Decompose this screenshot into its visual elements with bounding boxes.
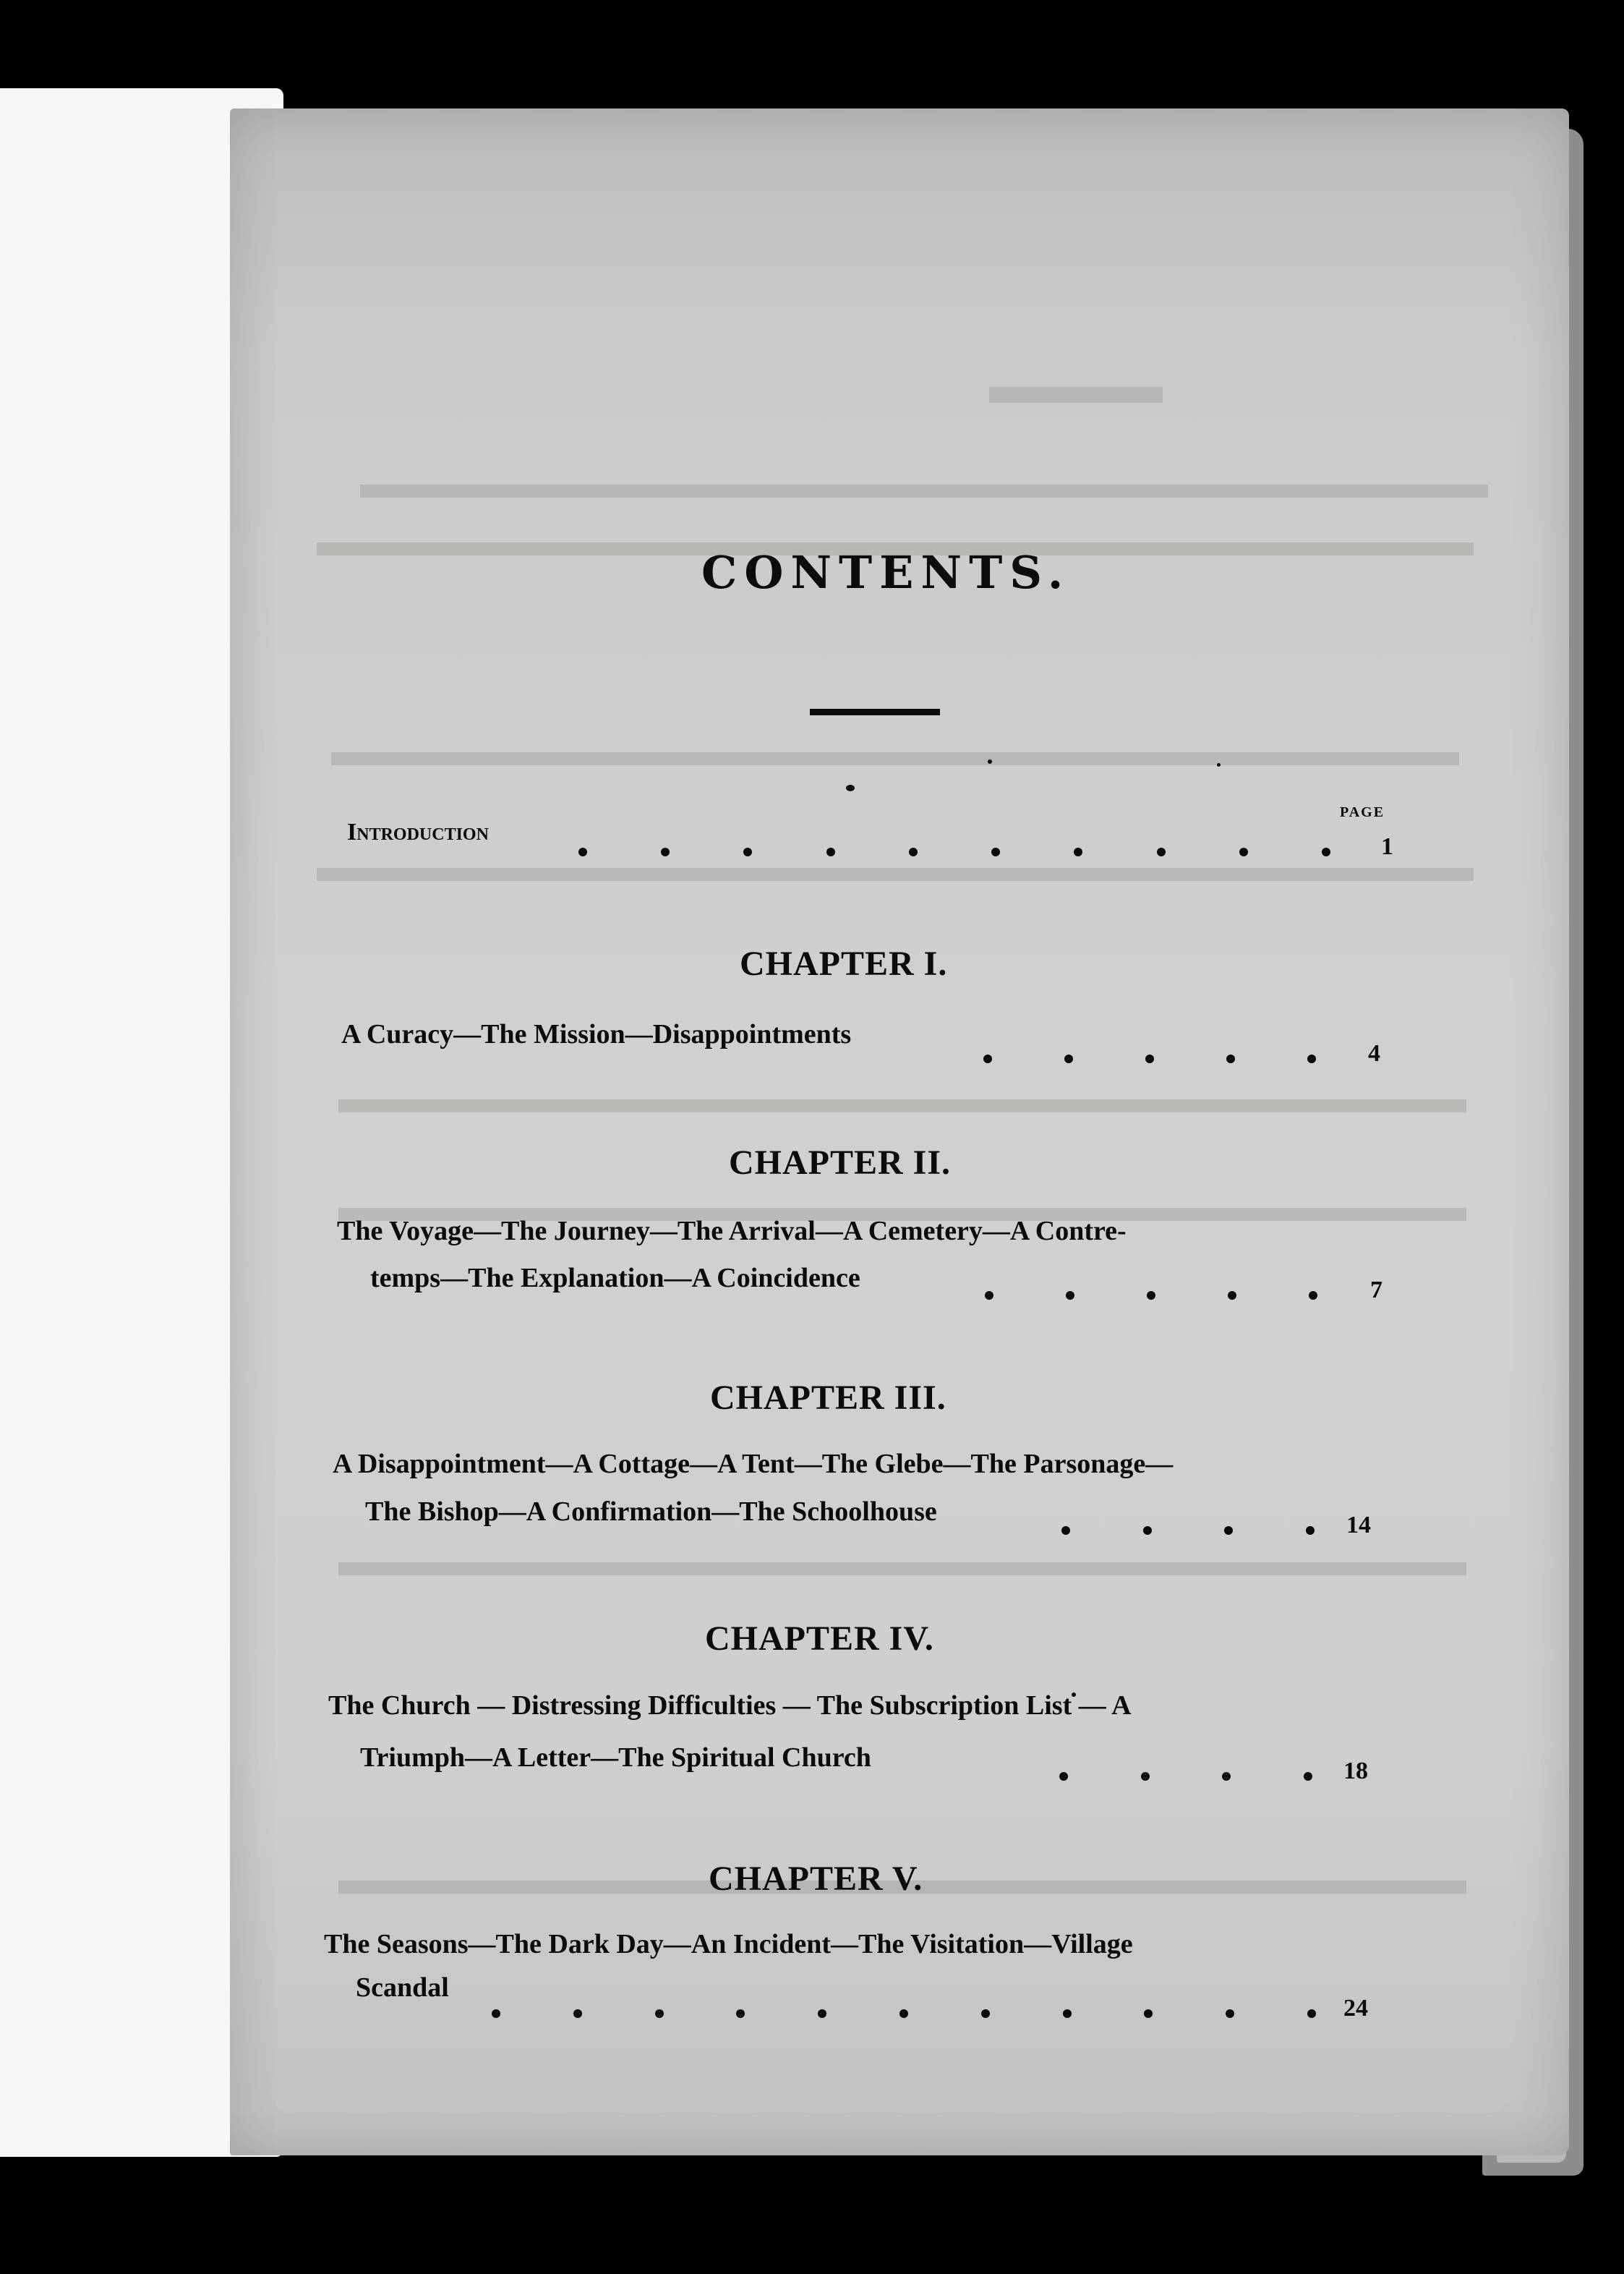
leader-dots [578,848,1330,856]
bleed-through-line [360,485,1488,498]
chapter-summary-line: Triumph—A Letter—The Spiritual Church [360,1742,871,1773]
bleed-through-line [338,1099,1466,1112]
print-speck [846,785,855,791]
chapter-summary-line: The Bishop—A Confirmation—The Schoolhouse [365,1496,937,1527]
contents-page [230,108,1569,2155]
chapter-heading: CHAPTER II. [729,1144,952,1182]
chapter-heading: CHAPTER I. [740,945,948,983]
bleed-through-line [338,1562,1466,1575]
page-column-label: PAGE [1340,804,1385,820]
chapter-page-number: 18 [1343,1758,1368,1784]
bleed-through-line [331,752,1459,765]
leader-dots [985,1291,1317,1300]
chapter-summary-line: A Disappointment—A Cottage—A Tent—The Glebe—The Parsonage— [333,1449,1174,1479]
leader-dots [1061,1526,1315,1535]
introduction-page: 1 [1381,833,1393,860]
leader-dots [1059,1772,1312,1781]
chapter-summary-line: A Curacy—The Mission—Disappointments [341,1019,852,1049]
print-speck [988,759,992,764]
title-rule [810,709,940,715]
leader-dots [492,2009,1316,2018]
introduction-label: Introduction [347,819,489,846]
chapter-page-number: 4 [1368,1040,1380,1067]
chapter-page-number: 24 [1343,1995,1368,2022]
chapter-page-number: 14 [1346,1512,1371,1538]
chapter-heading: CHAPTER V. [709,1860,923,1898]
chapter-summary-line: temps—The Explanation—A Coincidence [370,1263,860,1293]
chapter-summary-line: The Church — Distressing Difficulties — The Subscription List — A [328,1690,1132,1721]
print-speck [1217,763,1221,767]
chapter-heading: CHAPTER III. [710,1379,946,1417]
contents-title: CONTENTS. [701,546,1071,599]
leader-dots [983,1055,1316,1063]
bleed-through-line [317,868,1474,881]
chapter-summary-line: Scandal [356,1972,449,2003]
chapter-page-number: 7 [1370,1277,1382,1303]
chapter-heading: CHAPTER IV. [705,1619,934,1658]
bleed-through-line [989,387,1163,403]
chapter-summary-line: The Seasons—The Dark Day—An Incident—The Visitation—Village [324,1929,1133,1959]
chapter-summary-line: The Voyage—The Journey—The Arrival—A Cemetery—A Contre- [337,1216,1127,1246]
